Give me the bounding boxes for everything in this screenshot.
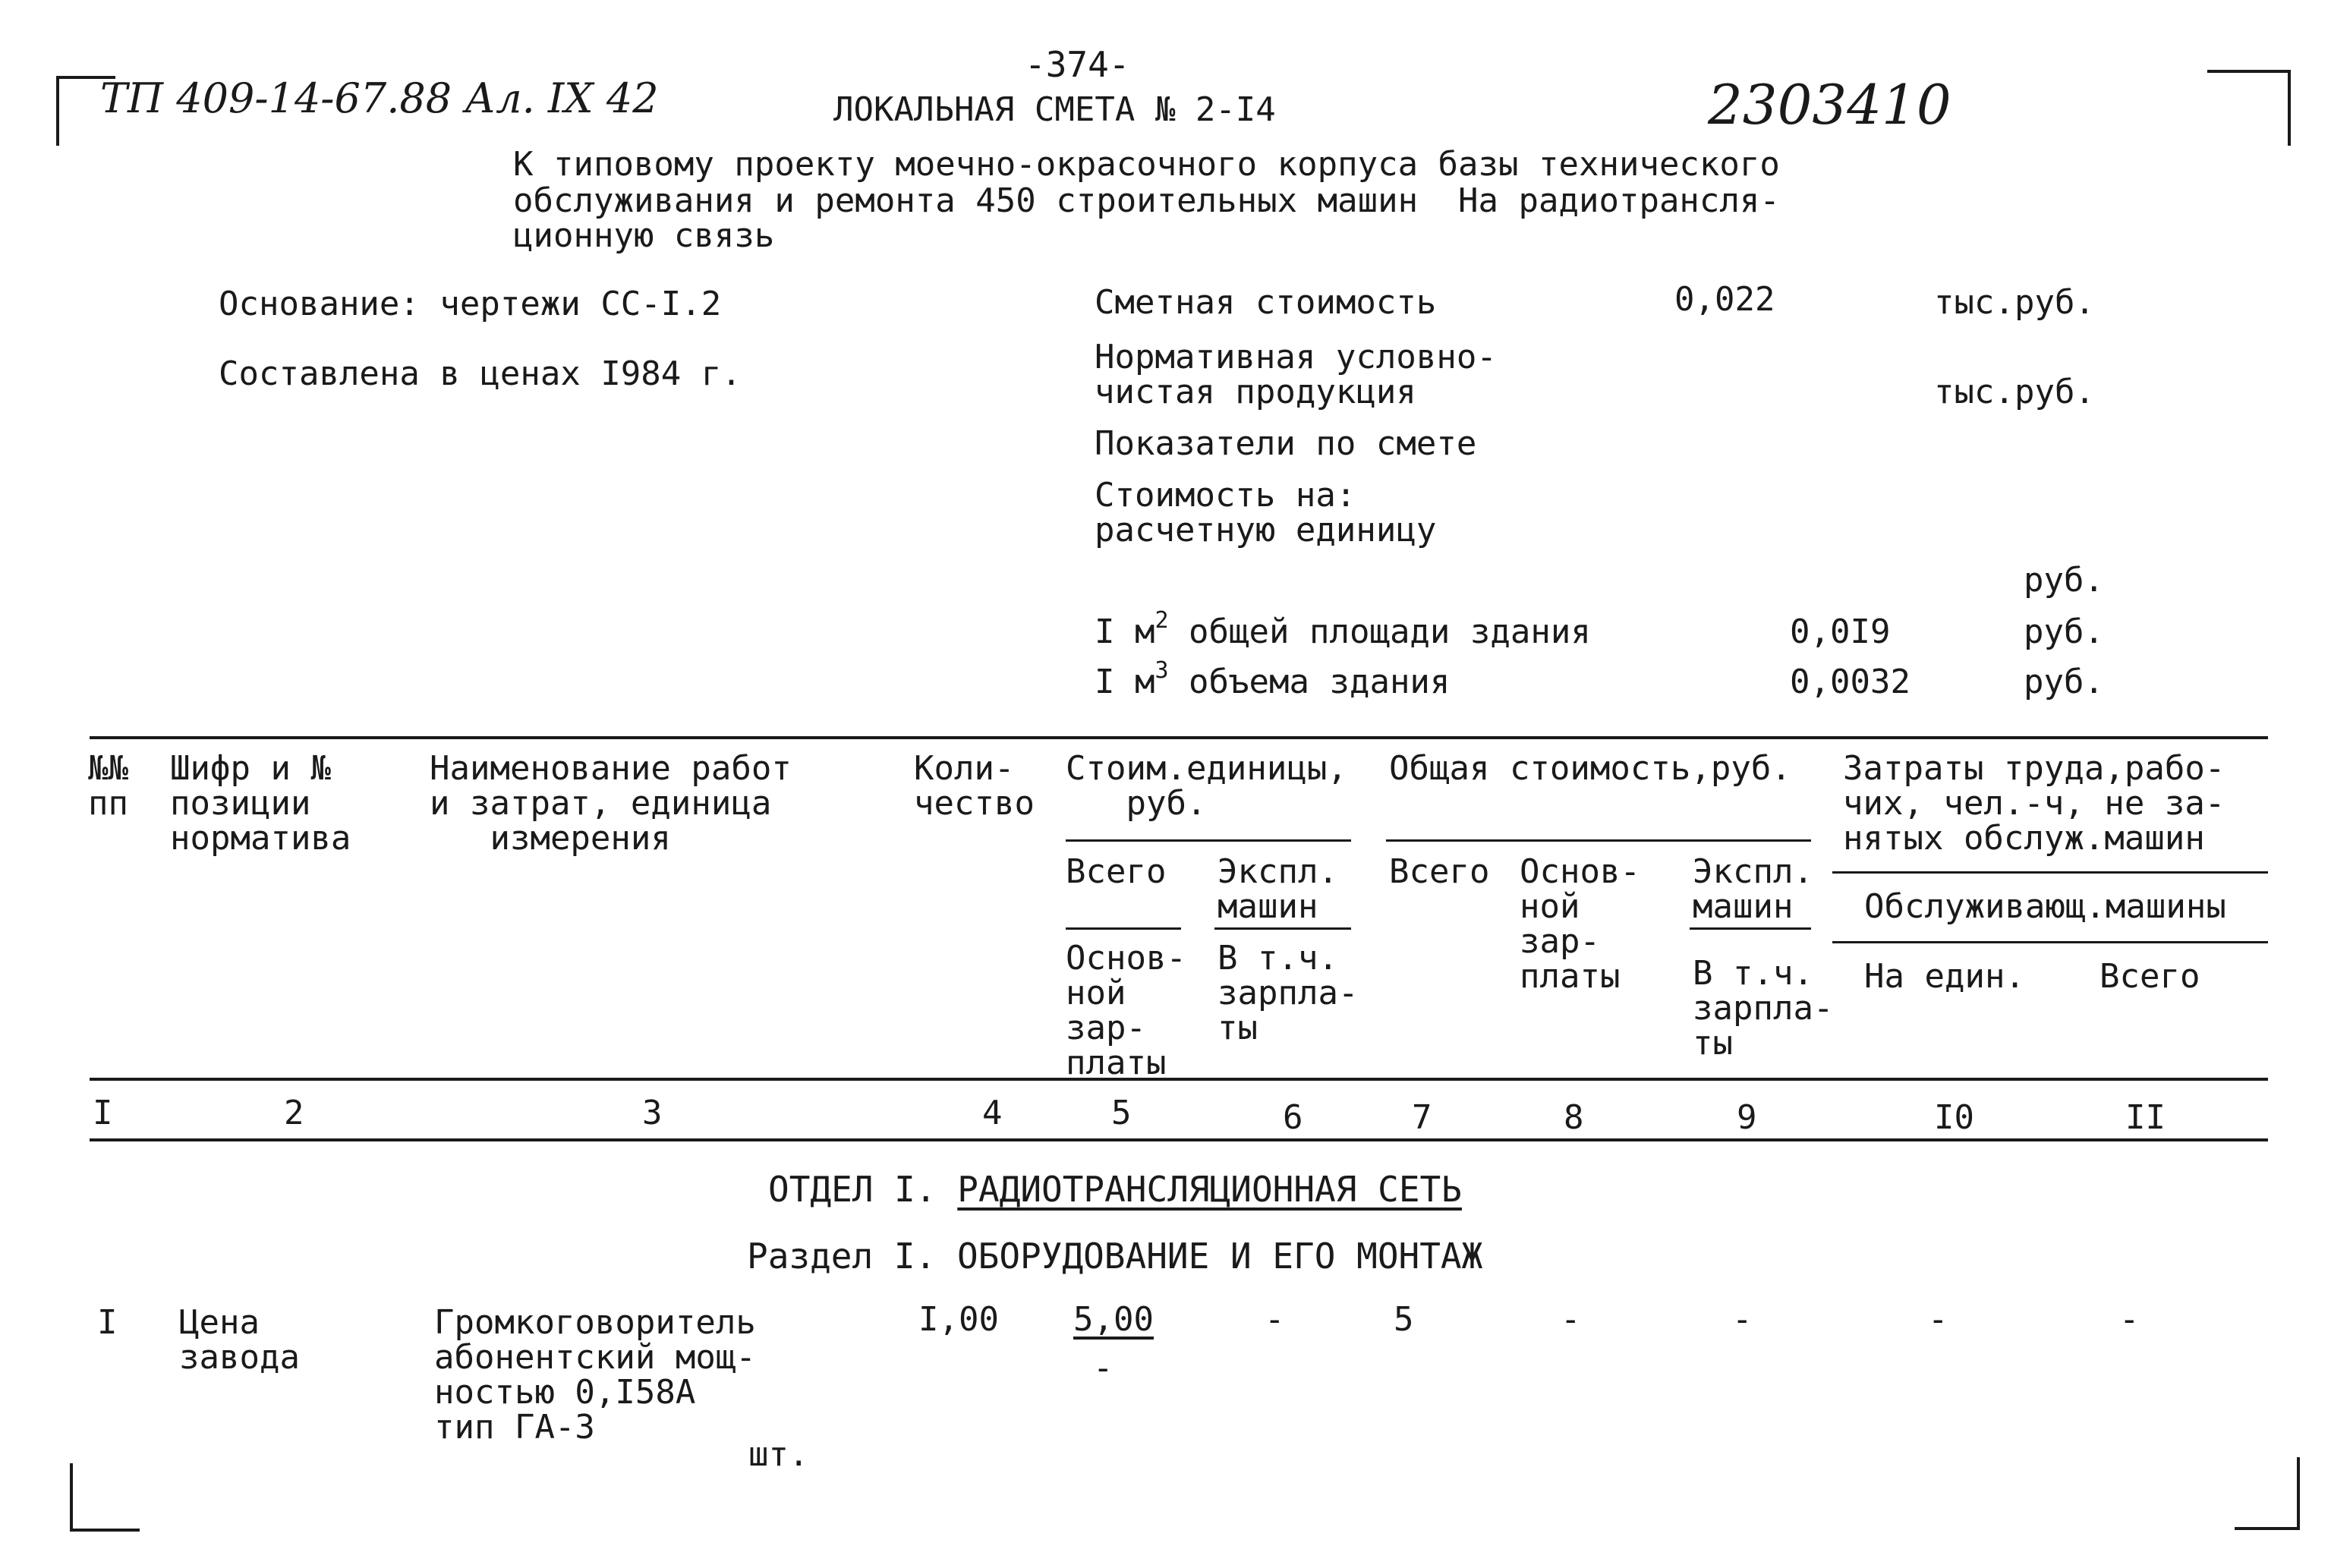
cost-per-line-2: расчетную единицу bbox=[1095, 511, 1437, 549]
volume-value: 0,0032 bbox=[1790, 663, 1910, 701]
rule-labor-sub bbox=[1832, 941, 2268, 943]
area-unit: руб. bbox=[2024, 612, 2104, 651]
row-1-unit-total: 5,00 bbox=[1073, 1300, 1154, 1339]
col-number-6: 6 bbox=[1283, 1098, 1303, 1137]
col-number-10: I0 bbox=[1934, 1098, 1974, 1137]
col-number-11: II bbox=[2125, 1098, 2166, 1137]
calc-unit: руб. bbox=[2024, 561, 2104, 600]
col-header-unit-mach-wage: В т.ч. зарпла- ты bbox=[1217, 939, 1359, 1047]
area-superscript: 2 bbox=[1154, 607, 1169, 634]
rule-unit-mach bbox=[1214, 927, 1351, 930]
area-prefix: I м bbox=[1095, 612, 1155, 651]
corner-mark-top-right-v bbox=[2288, 70, 2291, 146]
row-1-number: I bbox=[97, 1303, 118, 1342]
col-number-4: 4 bbox=[982, 1094, 1003, 1132]
area-label: общей площади здания bbox=[1168, 612, 1591, 651]
row-1-unit-wage: - bbox=[1093, 1349, 1114, 1387]
estimate-cost-value: 0,022 bbox=[1674, 280, 1775, 319]
subtitle-line-3: ционную связь bbox=[513, 216, 775, 255]
volume-prefix: I м bbox=[1095, 663, 1155, 701]
norm-label-line-2: чистая продукция bbox=[1095, 373, 1416, 411]
row-1-total: 5 bbox=[1394, 1300, 1414, 1339]
col-header-code: Шифр и № позиции норматива bbox=[170, 749, 351, 858]
col-header-total-wage: Основ- ной зар- платы bbox=[1520, 852, 1640, 996]
volume-superscript: 3 bbox=[1154, 657, 1169, 684]
corner-mark-bottom-right-v bbox=[2297, 1457, 2300, 1530]
volume-unit: руб. bbox=[2024, 663, 2104, 701]
col-header-total-mach: Экспл. машин bbox=[1693, 852, 1813, 926]
col-header-labor-total: Всего bbox=[2099, 957, 2200, 996]
corner-mark-top-right-h bbox=[2207, 70, 2291, 73]
rule-unit-cost-group bbox=[1066, 839, 1351, 842]
row-1-name: Громкоговоритель абонентский мощ- ностью 0,I58А тип ГА-3 bbox=[434, 1303, 756, 1447]
row-1-labor-unit: - bbox=[1928, 1300, 1948, 1339]
col-header-total-group: Общая стоимость,руб. bbox=[1389, 749, 1791, 788]
corner-mark-bottom-left-v bbox=[70, 1463, 73, 1532]
row-1-unit-mach: - bbox=[1265, 1300, 1285, 1339]
subtitle-line-2: обслуживания и ремонта 450 строительных машин На радиотрансля- bbox=[513, 181, 1780, 220]
rule-labor-group bbox=[1832, 871, 2268, 874]
department-heading bbox=[768, 1169, 1462, 1210]
area-indicator bbox=[1095, 607, 1591, 651]
col-header-number: №№ пп bbox=[88, 749, 128, 823]
document-title: ЛОКАЛЬНАЯ СМЕТА № 2-I4 bbox=[833, 90, 1276, 129]
corner-mark-bottom-right-h bbox=[2235, 1527, 2300, 1530]
rule-total-cost-group bbox=[1386, 839, 1811, 842]
norm-unit: тыс.руб. bbox=[1934, 373, 2095, 411]
col-number-9: 9 bbox=[1737, 1098, 1757, 1137]
page-number: -374- bbox=[1025, 44, 1130, 85]
area-value: 0,0I9 bbox=[1790, 612, 1891, 651]
col-number-3: 3 bbox=[642, 1094, 663, 1132]
rule-total-mach bbox=[1690, 927, 1811, 930]
col-header-unit-wage: Основ- ной зар- платы bbox=[1066, 939, 1186, 1082]
row-1-code: Цена завода bbox=[179, 1303, 300, 1377]
col-header-unit-cost-group: Стоим.единицы, руб. bbox=[1066, 749, 1347, 823]
col-header-total-mach-wage: В т.ч. зарпла- ты bbox=[1693, 954, 1834, 1063]
col-number-1: I bbox=[93, 1094, 113, 1132]
row-1-total-mach: - bbox=[1732, 1300, 1753, 1339]
volume-label: объема здания bbox=[1168, 663, 1451, 701]
prices-text: Составлена в ценах I984 г. bbox=[219, 354, 742, 393]
row-1-total-wage: - bbox=[1561, 1300, 1581, 1339]
table-colnum-bottom-rule bbox=[90, 1138, 2268, 1141]
corner-mark-top-left-v bbox=[56, 76, 59, 146]
corner-mark-bottom-left-h bbox=[70, 1529, 140, 1532]
basis-text: Основание: чертежи СС-I.2 bbox=[219, 285, 722, 323]
col-number-7: 7 bbox=[1412, 1098, 1432, 1137]
handwritten-archive-number: 2303410 bbox=[1708, 73, 1951, 137]
indicators-label: Показатели по смете bbox=[1095, 424, 1477, 463]
col-header-total: Всего bbox=[1389, 852, 1490, 891]
col-number-2: 2 bbox=[284, 1094, 304, 1132]
volume-indicator bbox=[1095, 657, 1451, 701]
row-1-quantity: I,00 bbox=[918, 1300, 999, 1339]
norm-label-line-1: Нормативная условно- bbox=[1095, 338, 1497, 376]
section-heading: Раздел I. ОБОРУДОВАНИЕ И ЕГО МОНТАЖ bbox=[747, 1236, 1483, 1277]
cost-per-line-1: Стоимость на: bbox=[1095, 476, 1356, 515]
col-number-8: 8 bbox=[1564, 1098, 1584, 1137]
estimate-cost-unit: тыс.руб. bbox=[1934, 283, 2095, 322]
row-1-unit: шт. bbox=[748, 1435, 809, 1474]
table-top-rule bbox=[90, 736, 2268, 739]
department-prefix: ОТДЕЛ I. bbox=[768, 1169, 958, 1210]
rule-unit-total bbox=[1066, 927, 1181, 930]
col-header-labor-unit: На един. bbox=[1864, 957, 2025, 996]
estimate-cost-label: Сметная стоимость bbox=[1095, 283, 1437, 322]
col-number-5: 5 bbox=[1111, 1094, 1132, 1132]
col-header-labor-group: Затраты труда,рабо- чих, чел.-ч, не за- нятых обслуж.машин bbox=[1843, 749, 2225, 858]
col-header-quantity: Коли- чество bbox=[914, 749, 1035, 823]
row-1-labor-total: - bbox=[2119, 1300, 2140, 1339]
handwritten-doc-ref: ТП 409-14-67.88 Ал. IX 42 bbox=[100, 74, 659, 122]
col-header-unit-total: Всего bbox=[1066, 852, 1167, 891]
department-name: РАДИОТРАНСЛЯЦИОННАЯ СЕТЬ bbox=[957, 1169, 1462, 1210]
col-header-labor-sub: Обслуживающ.машины bbox=[1864, 887, 2226, 926]
subtitle-line-1: К типовому проекту моечно-окрасочного корпуса базы технического bbox=[513, 145, 1780, 184]
col-header-name: Наименование работ и затрат, единица измерения bbox=[430, 749, 792, 858]
col-header-unit-mach: Экспл. машин bbox=[1217, 852, 1338, 926]
